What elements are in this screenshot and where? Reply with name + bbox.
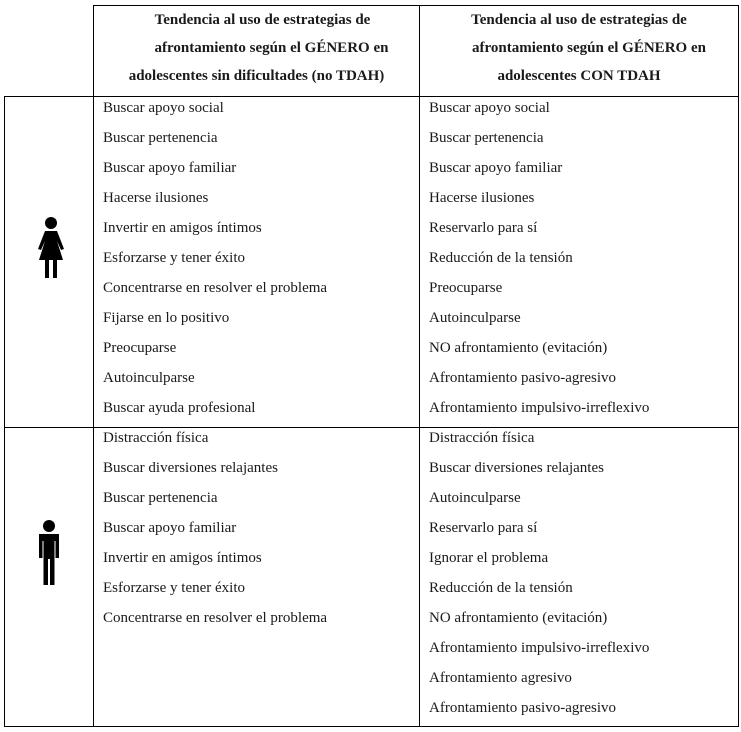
list-item: Ignorar el problema <box>429 550 549 566</box>
header-line: afrontamiento según el GÉNERO en <box>154 40 389 56</box>
list-item: Buscar apoyo familiar <box>103 520 237 536</box>
header-line: Tendencia al uso de estrategias de <box>471 12 687 28</box>
header-line: adolescentes CON TDAH <box>497 68 661 84</box>
list-item: Afrontamiento impulsivo-irreflexivo <box>429 400 650 416</box>
list-item: Afrontamiento pasivo-agresivo <box>429 700 617 716</box>
list-item: Preocuparse <box>429 280 503 296</box>
column-divider-1 <box>93 5 94 727</box>
list-item: Hacerse ilusiones <box>429 190 535 206</box>
list-item: Buscar diversiones relajantes <box>429 460 604 476</box>
male-icon <box>36 519 62 587</box>
list-item: Reducción de la tensión <box>429 250 573 266</box>
header-line: afrontamiento según el GÉNERO en <box>472 40 706 56</box>
list-item: Afrontamiento pasivo-agresivo <box>429 370 617 386</box>
list-item: Afrontamiento agresivo <box>429 670 572 686</box>
header-line: Tendencia al uso de estrategias de <box>154 12 371 28</box>
list-item: Afrontamiento impulsivo-irreflexivo <box>429 640 650 656</box>
list-item: Concentrarse en resolver el problema <box>103 280 328 296</box>
list-item: NO afrontamiento (evitación) <box>429 610 608 626</box>
list-item: Fijarse en lo positivo <box>103 310 230 326</box>
list-item: Reducción de la tensión <box>429 580 573 596</box>
list-item: Buscar apoyo social <box>429 100 550 116</box>
female-con-tdah-list <box>429 93 649 423</box>
list-item: Hacerse ilusiones <box>103 190 209 206</box>
male-no-tdah-list <box>103 423 327 633</box>
list-item: Buscar pertenencia <box>103 130 218 146</box>
list-item: Invertir en amigos íntimos <box>103 220 262 236</box>
female-no-tdah-list <box>103 93 327 423</box>
list-item: Invertir en amigos íntimos <box>103 550 262 566</box>
header-con-tdah <box>420 6 738 90</box>
list-item: Buscar apoyo familiar <box>103 160 237 176</box>
list-item: Buscar ayuda profesional <box>103 400 256 416</box>
list-item: Reservarlo para sí <box>429 220 538 236</box>
table-left-border <box>4 96 5 727</box>
list-item: Autoinculparse <box>103 370 195 386</box>
list-item: Esforzarse y tener éxito <box>103 250 246 266</box>
header-line: adolescentes sin dificultades (no TDAH) <box>128 68 385 84</box>
list-item: Concentrarse en resolver el problema <box>103 610 328 626</box>
list-item: NO afrontamiento (evitación) <box>429 340 608 356</box>
list-item: Preocuparse <box>103 340 177 356</box>
list-item: Buscar apoyo social <box>103 100 224 116</box>
list-item: Buscar apoyo familiar <box>429 160 563 176</box>
list-item: Distracción física <box>103 430 209 446</box>
list-item: Reservarlo para sí <box>429 520 538 536</box>
list-item: Buscar pertenencia <box>429 130 544 146</box>
list-item: Autoinculparse <box>429 490 521 506</box>
male-con-tdah-list <box>429 423 649 723</box>
list-item: Esforzarse y tener éxito <box>103 580 246 596</box>
table-right-border <box>738 5 739 727</box>
list-item: Buscar pertenencia <box>103 490 218 506</box>
list-item: Autoinculparse <box>429 310 521 326</box>
female-icon <box>35 216 67 280</box>
list-item: Buscar diversiones relajantes <box>103 460 278 476</box>
header-no-tdah <box>94 6 419 90</box>
list-item: Distracción física <box>429 430 535 446</box>
column-divider-2 <box>419 5 420 727</box>
table-bottom-border <box>4 726 739 727</box>
